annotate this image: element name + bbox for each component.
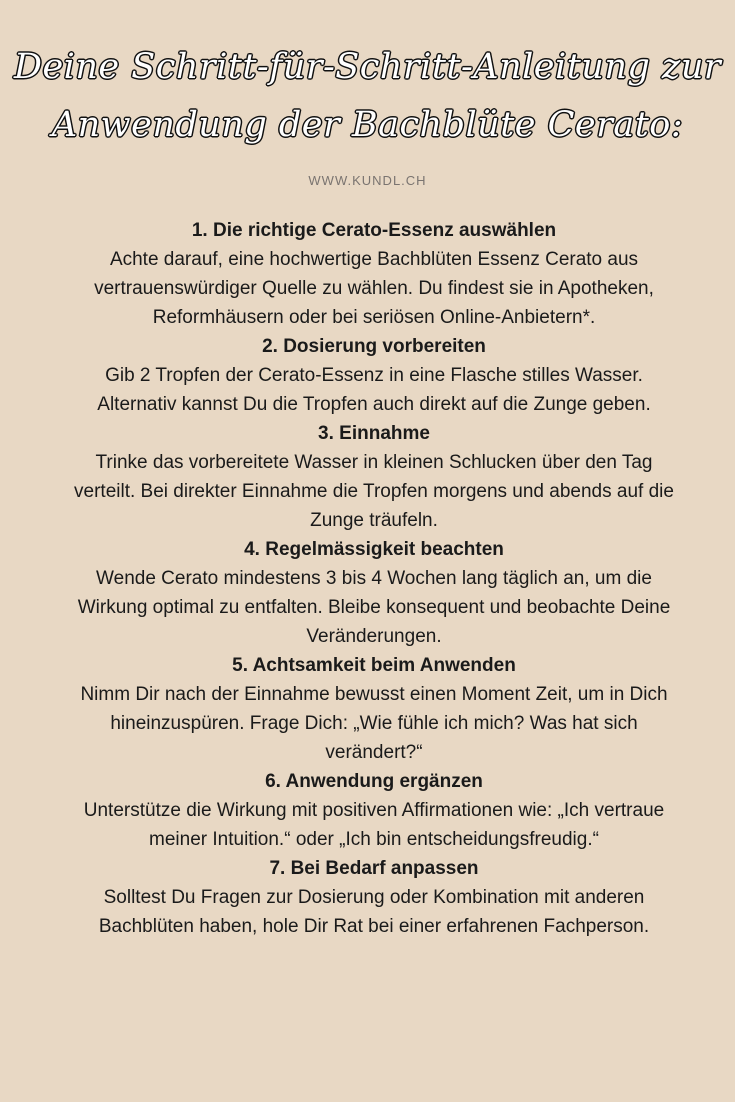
step-text: Achte darauf, eine hochwertige Bachblüten Essenz Cerato aus vertrauenswürdiger Quelle zu wählen. Du findest sie in Apotheken, Reformhäusern oder bei seriösen Online-Anbietern*. [94, 249, 654, 328]
step-2 [68, 332, 680, 419]
step-heading: 7. Bei Bedarf anpassen [269, 858, 479, 879]
website-url: WWW.KUNDL.CH [308, 173, 427, 188]
step-1 [68, 216, 680, 332]
step-heading: 4. Regelmässigkeit beachten [244, 539, 504, 560]
title-line-1: Deine Schritt-für-Schritt-Anleitung zur [13, 47, 722, 87]
step-text: Solltest Du Fragen zur Dosierung oder Kombination mit anderen Bachblüten haben, hole Dir Rat bei einer erfahrenen Fachperson. [98, 887, 650, 937]
step-4 [68, 535, 680, 651]
step-text: Gib 2 Tropfen der Cerato-Essenz in eine Flasche stilles Wasser. Alternativ kannst Du die Tropfen auch direkt auf die Zunge geben. [97, 365, 651, 415]
step-heading: 6. Anwendung ergänzen [265, 771, 483, 792]
step-heading: 2. Dosierung vorbereiten [262, 336, 486, 357]
step-heading: 1. Die richtige Cerato-Essenz auswählen [191, 220, 557, 241]
step-6 [68, 767, 680, 854]
step-text: Unterstütze die Wirkung mit positiven Affirmationen wie: „Ich vertraue meiner Intuition.“ oder „Ich bin entscheidungsfreudig.“ [83, 800, 665, 850]
step-text: Trinke das vorbereitete Wasser in kleinen Schlucken über den Tag verteilt. Bei direkter Einnahme die Tropfen morgens und abends auf die Zunge träufeln. [74, 452, 674, 531]
step-text: Wende Cerato mindestens 3 bis 4 Wochen lang täglich an, um die Wirkung optimal zu entfalten. Bleibe konsequent und beobachte Deine Veränderungen. [77, 568, 671, 647]
title-line-2: Anwendung der Bachblüte Cerato: [51, 105, 684, 145]
step-heading: 5. Achtsamkeit beim Anwenden [232, 655, 516, 676]
steps-list [68, 216, 680, 941]
page-title [0, 38, 735, 154]
step-3 [68, 419, 680, 535]
step-text: Nimm Dir nach der Einnahme bewusst einen Moment Zeit, um in Dich hineinzuspüren. Frage Dich: „Wie fühle ich mich? Was hat sich verändert?“ [80, 684, 668, 763]
step-heading: 3. Einnahme [318, 423, 430, 444]
step-5 [68, 651, 680, 767]
step-7 [68, 854, 680, 941]
